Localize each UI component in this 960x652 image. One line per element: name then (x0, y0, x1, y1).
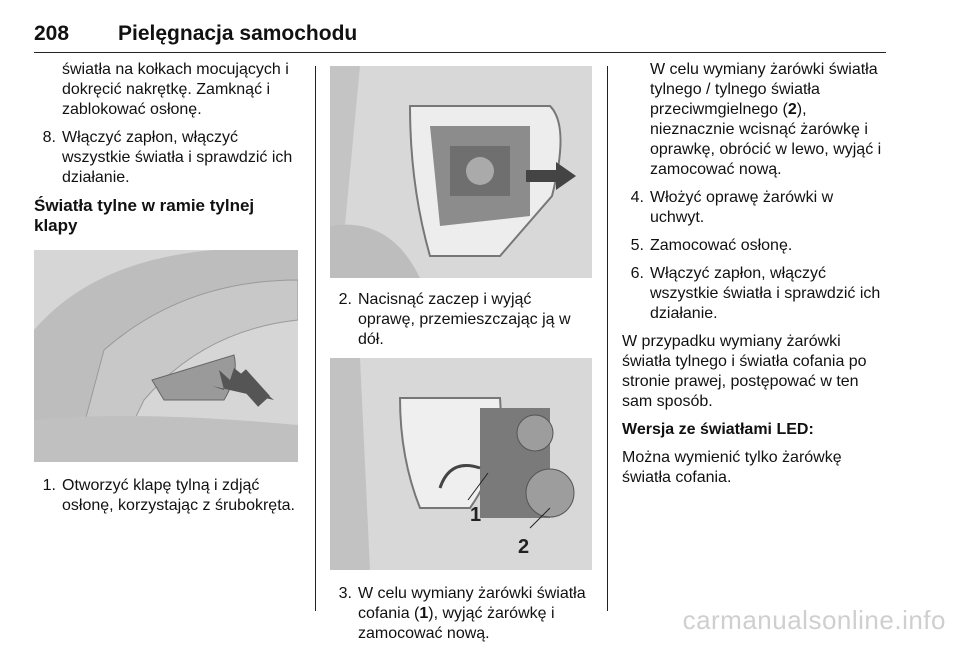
callout-2: 2 (518, 536, 530, 558)
step-number: 2. (338, 291, 352, 308)
page-header (34, 22, 886, 53)
column-divider-right (607, 66, 608, 611)
text-part: W celu wymiany żarówki światła tylnego / tylnego światła przeciwmgielnego ( (650, 61, 878, 118)
bulb-reference: 2 (787, 101, 797, 118)
column-middle (330, 66, 592, 652)
step-text: Włączyć zapłon, włączyć wszystkie światła i sprawdzić ich działanie. (650, 265, 881, 322)
step-number: 1. (42, 477, 56, 494)
column-left (34, 60, 302, 524)
step-number: 5. (630, 237, 644, 254)
step-text: Włożyć oprawę żarówki w uchwyt. (650, 189, 834, 226)
tailgate-cover-figure (34, 250, 298, 462)
page-number: 208 (34, 22, 70, 45)
lamp-housing-figure (330, 66, 592, 278)
step-2 (330, 290, 592, 350)
column-right (622, 60, 890, 496)
step-8 (34, 128, 302, 188)
step-text (358, 584, 592, 644)
step-text: Włączyć zapłon, włączyć wszystkie światła i sprawdzić ich działanie. (62, 129, 293, 186)
callout-1: 1 (470, 504, 482, 526)
step-text: Otworzyć klapę tylną i zdjąć osłonę, korzystając z śrubokręta. (62, 477, 295, 514)
led-subheading: Wersja ze światłami LED: (622, 421, 814, 438)
bulb-reference: 1 (419, 605, 429, 622)
step-number: 3. (338, 585, 352, 602)
led-note: Można wymienić tylko żarówkę światła cofania. (622, 449, 842, 486)
step-text: Zamocować osłonę. (650, 237, 793, 254)
continuation-text: światła na kołkach mocujących i dokręcić nakrętkę. Zamknąć i zablokować osłonę. (62, 61, 289, 118)
step-text: Nacisnąć zaczep i wyjąć oprawę, przemieszczając ją w dół. (358, 291, 571, 348)
continuation-text (650, 60, 890, 180)
step-3-continuation (622, 60, 890, 180)
step-number: 8. (42, 129, 56, 146)
step-5 (622, 236, 890, 256)
section-heading: Światła tylne w ramie tylnej klapy (34, 196, 255, 235)
watermark: carmanualsonline.info (682, 605, 946, 635)
page-title: Pielęgnacja samochodu (118, 22, 358, 45)
step-6 (622, 264, 890, 324)
step-number: 4. (630, 189, 644, 206)
step-7-continuation (34, 60, 302, 120)
step-text-part: ), wyjąć żarówkę i zamocować nową. (358, 605, 555, 642)
text-part: ), nieznacznie wcisnąć żarówkę i oprawkę, obrócić w lewo, wyjąć i zamocować nową. (650, 101, 882, 178)
step-1 (34, 476, 302, 516)
step-number: 6. (630, 265, 644, 282)
step-4 (622, 188, 890, 228)
step-text-part: W celu wymiany żarówki światła cofania ( (358, 585, 586, 622)
column-divider-left (315, 66, 316, 611)
right-side-note: W przypadku wymiany żarówki światła tylnego i światła cofania po stronie prawej, postępować w ten sam sposób. (622, 333, 867, 410)
bulb-holder-figure (330, 358, 592, 570)
step-3 (330, 584, 592, 644)
